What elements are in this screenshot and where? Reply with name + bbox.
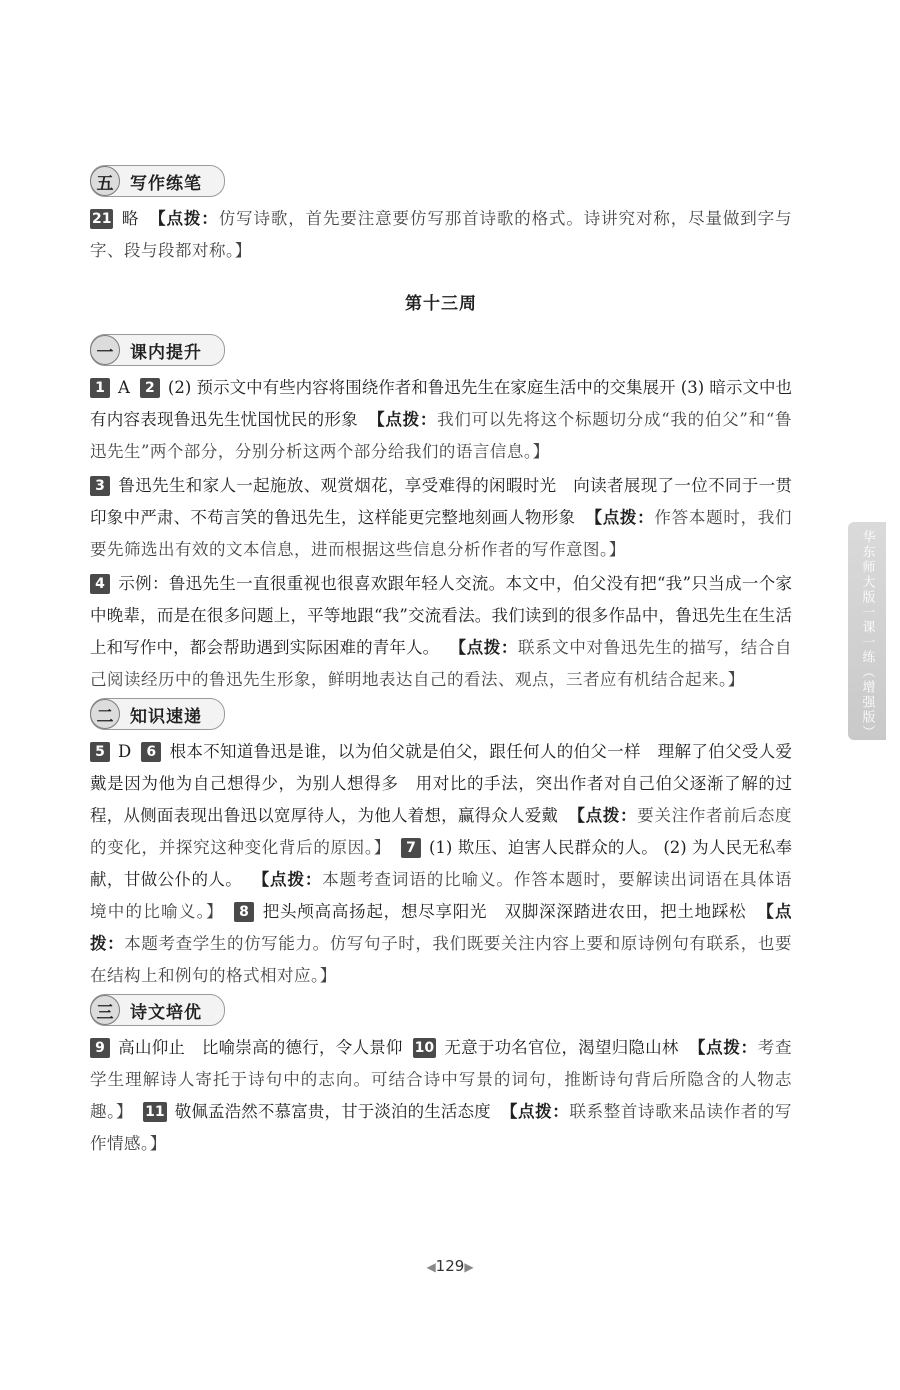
hint-text: 我们可以先将这个标题切分成“我的伯父”和“鲁迅先生”两个部分，分别分析这两个部分给我们的语言信息。】 xyxy=(90,410,793,461)
question-number: 6 xyxy=(141,742,161,762)
answer-21 xyxy=(90,203,792,267)
section-title: 诗文培优 xyxy=(130,1002,202,1023)
answer-1-2 xyxy=(90,372,792,468)
page-number-text: 129 xyxy=(435,1257,465,1275)
question-number: 10 xyxy=(414,1040,435,1056)
side-tab xyxy=(848,522,886,740)
section-number: 三 xyxy=(90,995,120,1025)
page-number xyxy=(0,1257,900,1275)
hint-text: 作答本题时，我们要先筛选出有效的文本信息，进而根据这些信息分析作者的写作意图。】 xyxy=(90,508,793,559)
hint-block xyxy=(90,209,792,260)
hint-text: 本题考查词语的比喻义。作答本题时，要解读出词语在具体语境中的比喻义。】 xyxy=(90,870,793,921)
question-number: 21 xyxy=(92,211,112,227)
answer-text: (2) 预示文中有些内容将围绕作者和鲁迅先生在家庭生活中的交集展开 (3) 暗示文中也有内容表现鲁迅先生忧国忧民的形象 xyxy=(90,378,792,429)
hint-text: 考查学生理解诗人寄托于诗句中的志向。可结合诗中写景的词句，推断诗句背后所隐含的人物志趣。】 xyxy=(90,1038,793,1121)
answer-text: (1) 欺压、迫害人民群众的人。 (2) 为人民无私奉献，甘做公仆的人。 xyxy=(90,838,793,889)
hint-text: 联系整首诗歌来品读作者的写作情感。】 xyxy=(90,1102,793,1153)
section-number: 五 xyxy=(90,166,120,196)
section-header-knowledge xyxy=(90,698,225,730)
hint-text: 仿写诗歌，首先要注意要仿写那首诗歌的格式。诗讲究对称，尽量做到字与字、段与段都对称。】 xyxy=(90,209,793,260)
answer-text: 无意于功名官位，渴望归隐山林 xyxy=(444,1038,679,1057)
hint-label: 【点拨： xyxy=(568,806,638,825)
section-header-writing-practice xyxy=(90,165,225,197)
question-number: 3 xyxy=(90,476,110,496)
hint-label: 【点拨： xyxy=(90,902,793,953)
question-number: 1 xyxy=(90,378,110,398)
answer-text: D xyxy=(118,742,132,761)
hint-label: 【点拨： xyxy=(148,209,219,228)
hint-label: 【点拨： xyxy=(500,1102,570,1121)
right-arrow-icon: ▶ xyxy=(464,1260,474,1274)
section-number: 一 xyxy=(90,335,120,365)
answer-5-8 xyxy=(90,736,792,992)
page-content xyxy=(90,165,792,1162)
hint-text: 要关注作者前后态度的变化，并探究这种变化背后的原因。】 xyxy=(90,806,793,857)
hint-label: 【点拨： xyxy=(367,410,438,429)
hint-text: 联系文中对鲁迅先生的描写，结合自己阅读经历中的鲁迅先生形象，鲜明地表达自己的看法、观点，三者应有机结合起来。】 xyxy=(90,638,793,689)
question-number: 7 xyxy=(401,838,421,858)
answer-text: 敬佩孟浩然不慕富贵，甘于淡泊的生活态度 xyxy=(174,1102,491,1121)
answer-text: 示例：鲁迅先生一直很重视也很喜欢跟年轻人交流。本文中，伯父没有把“我”只当成一个家中晚辈，而是在很多问题上，平等地跟“我”交流看法。我们读到的很多作品中，鲁迅先生在生活上和写作中，都会帮助遇到实际困难的青年人。 xyxy=(90,574,792,657)
section-title: 写作练笔 xyxy=(130,173,202,194)
section-title: 知识速递 xyxy=(130,706,202,727)
hint-label: 【点拨： xyxy=(585,508,655,527)
answer-text: 高山仰止 比喻崇高的德行，令人景仰 xyxy=(118,1038,403,1057)
question-number: 5 xyxy=(90,742,110,762)
question-number: 4 xyxy=(90,574,110,594)
hint-label: 【点拨： xyxy=(449,638,518,657)
section-header-poetry xyxy=(90,994,225,1026)
question-number: 11 xyxy=(145,1104,165,1120)
section-title: 课内提升 xyxy=(130,342,202,363)
answer-text: 把头颅高高扬起，想尽享阳光 双脚深深踏进农田，把土地踩松 xyxy=(261,902,747,921)
section-number: 二 xyxy=(90,699,120,729)
hint-text: 本题考查学生的仿写能力。仿写句子时，我们既要关注内容上要和原诗例句有联系，也要在结构上和例句的格式相对应。】 xyxy=(90,934,792,985)
left-arrow-icon: ◀ xyxy=(426,1260,436,1274)
side-tab-label: 华东师大版一课一练（增强版） xyxy=(859,530,875,740)
answer-3 xyxy=(90,470,792,566)
answer-text: A xyxy=(118,378,130,397)
question-number: 8 xyxy=(234,902,254,922)
answer-text: 根本不知道鲁迅是谁，以为伯父就是伯父，跟任何人的伯父一样 理解了伯父受人爱戴是因为他为自己想得少，为别人想得多 用对比的手法，突出作者对自己伯父逐渐了解的过程，从侧面表现出鲁迅以宽厚待人，为他人着想，赢得众人爱戴 xyxy=(90,742,792,825)
hint-label: 【点拨： xyxy=(252,870,323,889)
answer-9-11 xyxy=(90,1032,792,1160)
answer-4 xyxy=(90,568,792,696)
week-title: 第十三周 xyxy=(405,294,477,314)
question-number: 2 xyxy=(140,378,160,398)
answer-text: 略 xyxy=(121,209,139,228)
answer-text: 鲁迅先生和家人一起施放、观赏烟花，享受难得的闲暇时光 向读者展现了一位不同于一贯印象中严肃、不苟言笑的鲁迅先生，这样能更完整地刻画人物形象 xyxy=(90,476,792,527)
question-number: 9 xyxy=(90,1038,110,1058)
hint-label: 【点拨： xyxy=(688,1038,758,1057)
section-header-in-class xyxy=(90,334,225,366)
